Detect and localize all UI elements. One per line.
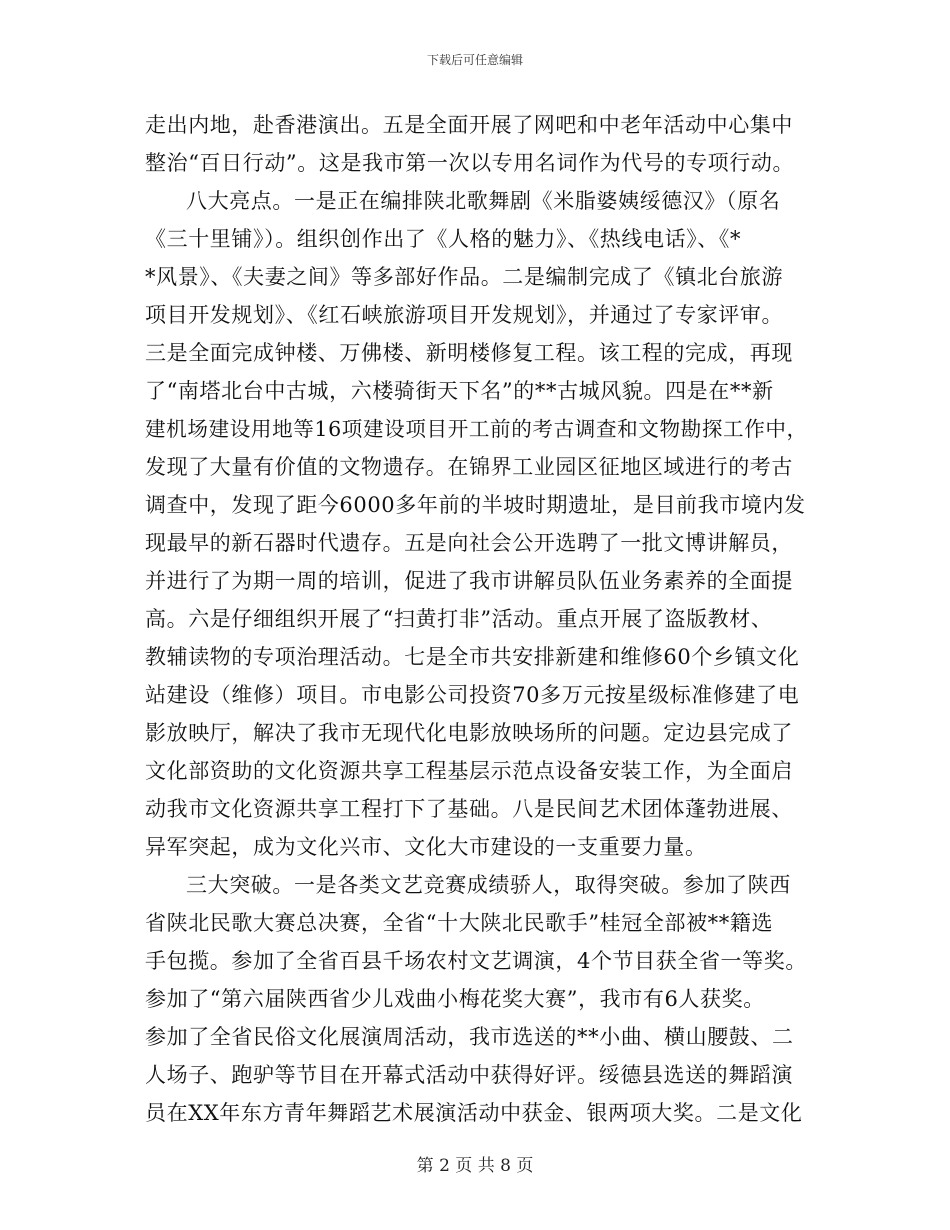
body-line: 动我市文化资源共享工程打下了基础。八是民间艺术团体蓬勃进展、 [145, 797, 793, 821]
body-line: 现最早的新石器时代遗存。五是向社会公开选聘了一批文博讲解员， [145, 531, 793, 555]
body-line: 项目开发规划》、《红石峡旅游项目开发规划》，并通过了专家评审。 [145, 303, 784, 327]
body-line: 文化部资助的文化资源共享工程基层示范点设备安装工作，为全面启 [145, 759, 793, 783]
body-line: 三是全面完成钟楼、万佛楼、新明楼修复工程。该工程的完成，再现 [145, 341, 793, 365]
body-line: 异军突起，成为文化兴市、文化大市建设的一支重要力量。 [145, 835, 707, 859]
body-line: 省陕北民歌大赛总决赛，全省“十大陕北民歌手”桂冠全部被**籍选 [145, 911, 774, 935]
body-line: 站建设（维修）项目。市电影公司投资70多万元按星级标准修建了电 [145, 683, 800, 707]
body-line: 手包揽。参加了全省百县千场农村文艺调演，4个节目获全省一等奖。 [145, 949, 807, 973]
body-line: 走出内地，赴香港演出。五是全面开展了网吧和中老年活动中心集中 [145, 113, 793, 137]
body-line: 员在XX年东方青年舞蹈艺术展演活动中获金、银两项大奖。二是文化 [145, 1101, 803, 1125]
body-line: 并进行了为期一周的培训，促进了我市讲解员队伍业务素养的全面提 [145, 569, 793, 593]
body-line: 建机场建设用地等16项建设项目开工前的考古调查和文物勘探工作中， [145, 417, 808, 441]
body-line: 影放映厅，解决了我市无现代化电影放映场所的问题。定边县完成了 [145, 721, 793, 745]
body-line: 整治“百日行动”。这是我市第一次以专用名词作为代号的专项行动。 [145, 151, 795, 175]
page-number-footer: 第 2 页 共 8 页 [416, 1156, 534, 1176]
body-line: 调查中，发现了距今6000多年前的半坡时期遗址，是目前我市境内发 [145, 493, 806, 517]
body-line: 人场子、跑驴等节目在开幕式活动中获得好评。绥德县选送的舞蹈演 [145, 1063, 793, 1087]
body-line: *风景》、《夫妻之间》等多部好作品。二是编制完成了《镇北台旅游 [145, 265, 784, 289]
body-line: 发现了大量有价值的文物遗存。在锦界工业园区征地区域进行的考古 [145, 455, 793, 479]
body-line: 八大亮点。一是正在编排陕北歌舞剧《米脂婆姨绥德汉》（原名 [186, 189, 781, 213]
body-line: 三大突破。一是各类文艺竞赛成绩骄人，取得突破。参加了陕西 [186, 873, 791, 897]
page-header: 下载后可任意编辑 [426, 53, 523, 67]
body-line: 参加了全省民俗文化展演周活动，我市选送的**小曲、横山腰鼓、二 [145, 1025, 794, 1049]
body-line: 参加了“第六届陕西省少儿戏曲小梅花奖大赛”，我市有6人获奖。 [145, 987, 765, 1011]
body-line: 教辅读物的专项治理活动。七是全市共安排新建和维修60个乡镇文化 [145, 645, 800, 669]
body-line: 高。六是仔细组织开展了“扫黄打非”活动。重点开展了盗版教材、 [145, 607, 773, 631]
body-line: 了“南塔北台中古城，六楼骑街天下名”的**古城风貌。四是在**新 [145, 379, 774, 403]
body-line: 《三十里铺》）。组织创作出了《人格的魅力》、《热线电话》、《* [145, 227, 742, 251]
